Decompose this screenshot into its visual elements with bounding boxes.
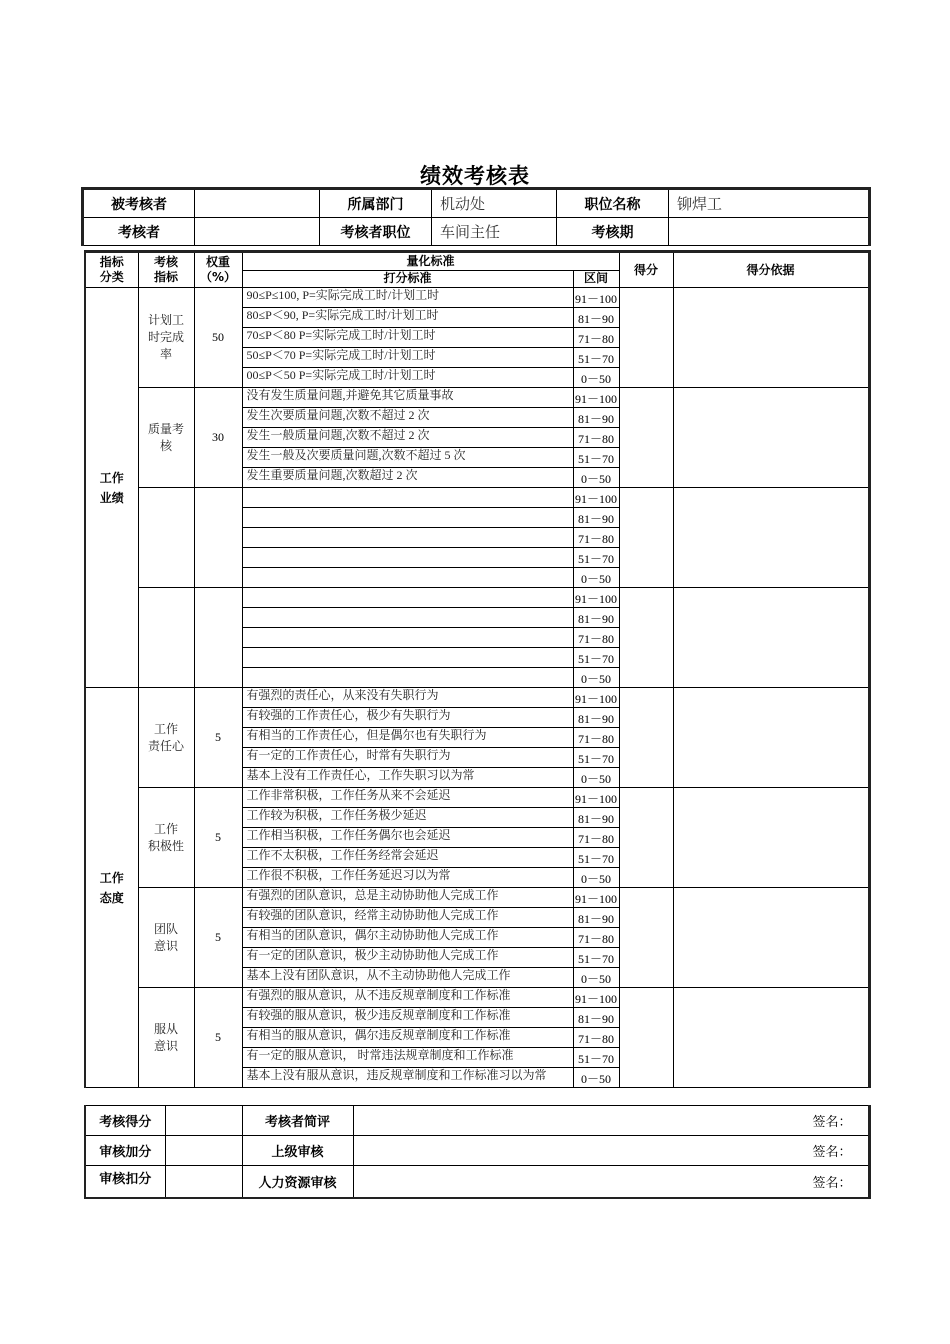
range-value: 71－80 — [573, 1028, 619, 1048]
col-indicator: 考核 指标 — [138, 252, 194, 288]
criteria-text: 有较强的工作责任心，极少有失职行为 — [242, 708, 573, 728]
position-field[interactable]: 铆焊工 — [669, 189, 870, 218]
score-field[interactable] — [619, 988, 673, 1088]
footer-row — [85, 1136, 869, 1166]
range-value: 0－50 — [573, 368, 619, 388]
criteria-row — [85, 488, 869, 508]
criteria-text: 有相当的服从意识，偶尔违反规章制度和工作标准 — [242, 1028, 573, 1048]
range-value: 51－70 — [573, 848, 619, 868]
criteria-text — [242, 628, 573, 648]
examiner-position-label: 考核者职位 — [320, 218, 432, 246]
criteria-text: 工作相当积极，工作任务偶尔也会延迟 — [242, 828, 573, 848]
range-value: 81－90 — [573, 508, 619, 528]
examinee-label: 被考核者 — [83, 189, 195, 218]
criteria-text: 有相当的团队意识，偶尔主动协助他人完成工作 — [242, 928, 573, 948]
range-value: 81－90 — [573, 808, 619, 828]
range-value: 71－80 — [573, 728, 619, 748]
range-value: 91－100 — [573, 988, 619, 1008]
score-field[interactable] — [619, 788, 673, 888]
range-value: 51－70 — [573, 1048, 619, 1068]
review-label: 考核者简评 — [242, 1106, 353, 1136]
indicator-name: 团队 意识 — [138, 888, 194, 988]
score-basis-field[interactable] — [673, 388, 869, 488]
range-value: 91－100 — [573, 588, 619, 608]
department-field[interactable]: 机动处 — [432, 189, 557, 218]
review-label: 人力资源审核 — [242, 1166, 353, 1199]
footer-value-field[interactable] — [165, 1166, 242, 1199]
col-quant: 量化标准 — [242, 252, 619, 271]
range-value: 0－50 — [573, 668, 619, 688]
criteria-text: 发生一般及次要质量问题,次数不超过 5 次 — [242, 448, 573, 468]
range-value: 0－50 — [573, 868, 619, 888]
range-value: 51－70 — [573, 348, 619, 368]
score-basis-field[interactable] — [673, 788, 869, 888]
score-field[interactable] — [619, 588, 673, 688]
range-value: 81－90 — [573, 608, 619, 628]
indicator-weight: 5 — [194, 988, 242, 1088]
indicator-weight: 50 — [194, 288, 242, 388]
col-range: 区间 — [573, 270, 619, 288]
criteria-text: 80≤P＜90, P=实际完成工时/计划工时 — [242, 308, 573, 328]
indicator-weight: 5 — [194, 688, 242, 788]
range-value: 0－50 — [573, 468, 619, 488]
footer-label: 考核得分 — [85, 1106, 165, 1136]
score-field[interactable] — [619, 688, 673, 788]
range-value: 81－90 — [573, 708, 619, 728]
criteria-text: 工作很不积极，工作任务延迟习以为常 — [242, 868, 573, 888]
col-category: 指标 分类 — [85, 252, 138, 288]
criteria-text: 90≤P≤100, P=实际完成工时/计划工时 — [242, 288, 573, 308]
footer-value-field[interactable] — [165, 1106, 242, 1136]
criteria-text: 00≤P＜50 P=实际完成工时/计划工时 — [242, 368, 573, 388]
score-field[interactable] — [619, 288, 673, 388]
page-title: 绩效考核表 — [420, 164, 530, 188]
indicator-name: 计划工 时完成 率 — [138, 288, 194, 388]
indicator-name: 工作 积极性 — [138, 788, 194, 888]
indicator-weight: 30 — [194, 388, 242, 488]
col-weight: 权重 （%） — [194, 252, 242, 288]
score-basis-field[interactable] — [673, 488, 869, 588]
score-basis-field[interactable] — [673, 688, 869, 788]
footer-label: 审核扣分 — [85, 1166, 165, 1199]
criteria-text: 有较强的服从意识，极少违反规章制度和工作标准 — [242, 1008, 573, 1028]
range-value: 71－80 — [573, 428, 619, 448]
indicator-name: 服从 意识 — [138, 988, 194, 1088]
criteria-text — [242, 668, 573, 688]
range-value: 0－50 — [573, 568, 619, 588]
assessment-table — [84, 250, 871, 1088]
criteria-row — [85, 788, 869, 808]
criteria-row — [85, 888, 869, 908]
score-basis-field[interactable] — [673, 988, 869, 1088]
criteria-text — [242, 648, 573, 668]
score-basis-field[interactable] — [673, 288, 869, 388]
range-value: 81－90 — [573, 408, 619, 428]
category-cell: 工作 态度 — [85, 688, 138, 1088]
col-score: 得分 — [619, 252, 673, 288]
indicator-name: 质量考 核 — [138, 388, 194, 488]
criteria-text: 基本上没有工作责任心，工作失职习以为常 — [242, 768, 573, 788]
examiner-position-field[interactable]: 车间主任 — [432, 218, 557, 246]
score-field[interactable] — [619, 488, 673, 588]
indicator-weight: 5 — [194, 788, 242, 888]
criteria-text: 有一定的团队意识，极少主动协助他人完成工作 — [242, 948, 573, 968]
range-value: 71－80 — [573, 828, 619, 848]
criteria-text — [242, 608, 573, 628]
period-field[interactable] — [669, 218, 870, 246]
indicator-name — [138, 488, 194, 588]
criteria-text: 工作不太积极，工作任务经常会延迟 — [242, 848, 573, 868]
indicator-weight: 5 — [194, 888, 242, 988]
criteria-text: 有一定的工作责任心，时常有失职行为 — [242, 748, 573, 768]
criteria-text: 有相当的工作责任心，但是偶尔也有失职行为 — [242, 728, 573, 748]
category-cell: 工作 业绩 — [85, 288, 138, 688]
range-value: 51－70 — [573, 648, 619, 668]
range-value: 81－90 — [573, 1008, 619, 1028]
criteria-text: 没有发生质量问题,并避免其它质量事故 — [242, 388, 573, 408]
position-label: 职位名称 — [557, 189, 669, 218]
criteria-row — [85, 588, 869, 608]
range-value: 51－70 — [573, 948, 619, 968]
range-value: 71－80 — [573, 528, 619, 548]
range-value: 71－80 — [573, 928, 619, 948]
criteria-text: 工作非常积极，工作任务从来不会延迟 — [242, 788, 573, 808]
period-label: 考核期 — [557, 218, 669, 246]
range-value: 81－90 — [573, 308, 619, 328]
criteria-row — [85, 688, 869, 708]
criteria-row — [85, 288, 869, 308]
department-label: 所属部门 — [320, 189, 432, 218]
criteria-text: 有强烈的责任心，从来没有失职行为 — [242, 688, 573, 708]
examiner-field[interactable] — [195, 218, 320, 246]
indicator-name — [138, 588, 194, 688]
range-value: 0－50 — [573, 968, 619, 988]
range-value: 0－50 — [573, 1068, 619, 1088]
range-value: 51－70 — [573, 548, 619, 568]
criteria-row — [85, 388, 869, 408]
col-scoring: 打分标准 — [242, 270, 573, 288]
range-value: 91－100 — [573, 788, 619, 808]
criteria-text — [242, 568, 573, 588]
criteria-text: 发生次要质量问题,次数不超过 2 次 — [242, 408, 573, 428]
indicator-weight — [194, 588, 242, 688]
criteria-text: 发生重要质量问题,次数超过 2 次 — [242, 468, 573, 488]
criteria-text: 70≤P＜80 P=实际完成工时/计划工时 — [242, 328, 573, 348]
criteria-row — [85, 988, 869, 1008]
criteria-text — [242, 588, 573, 608]
score-field[interactable] — [619, 888, 673, 988]
signature-field[interactable]: 签名： — [353, 1106, 869, 1136]
criteria-text: 基本上没有团队意识，从不主动协助他人完成工作 — [242, 968, 573, 988]
range-value: 71－80 — [573, 328, 619, 348]
header-table — [81, 187, 871, 246]
score-field[interactable] — [619, 388, 673, 488]
criteria-text — [242, 508, 573, 528]
criteria-text: 有强烈的服从意识，从不违反规章制度和工作标准 — [242, 988, 573, 1008]
indicator-weight — [194, 488, 242, 588]
examinee-field[interactable] — [195, 189, 320, 218]
footer-label: 审核加分 — [85, 1136, 165, 1166]
range-value: 51－70 — [573, 448, 619, 468]
range-value: 0－50 — [573, 768, 619, 788]
criteria-text: 发生一般质量问题,次数不超过 2 次 — [242, 428, 573, 448]
criteria-text: 工作较为积极，工作任务极少延迟 — [242, 808, 573, 828]
score-basis-field[interactable] — [673, 588, 869, 688]
criteria-text: 基本上没有服从意识，违反规章制度和工作标准习以为常 — [242, 1068, 573, 1088]
col-basis: 得分依据 — [673, 252, 869, 288]
indicator-name: 工作 责任心 — [138, 688, 194, 788]
footer-table — [84, 1105, 871, 1199]
footer-row — [85, 1106, 869, 1136]
range-value: 91－100 — [573, 888, 619, 908]
range-value: 91－100 — [573, 388, 619, 408]
criteria-text — [242, 528, 573, 548]
footer-row — [85, 1166, 869, 1199]
criteria-text: 有一定的服从意识， 时常违法规章制度和工作标准 — [242, 1048, 573, 1068]
footer-value-field[interactable] — [165, 1136, 242, 1166]
range-value: 51－70 — [573, 748, 619, 768]
range-value: 71－80 — [573, 628, 619, 648]
range-value: 91－100 — [573, 688, 619, 708]
signature-field[interactable]: 签名： — [353, 1166, 869, 1199]
score-basis-field[interactable] — [673, 888, 869, 988]
criteria-text — [242, 548, 573, 568]
range-value: 91－100 — [573, 288, 619, 308]
criteria-text: 50≤P＜70 P=实际完成工时/计划工时 — [242, 348, 573, 368]
range-value: 91－100 — [573, 488, 619, 508]
examiner-label: 考核者 — [83, 218, 195, 246]
review-label: 上级审核 — [242, 1136, 353, 1166]
range-value: 81－90 — [573, 908, 619, 928]
criteria-text — [242, 488, 573, 508]
criteria-text: 有强烈的团队意识，总是主动协助他人完成工作 — [242, 888, 573, 908]
signature-field[interactable]: 签名： — [353, 1136, 869, 1166]
criteria-text: 有较强的团队意识，经常主动协助他人完成工作 — [242, 908, 573, 928]
